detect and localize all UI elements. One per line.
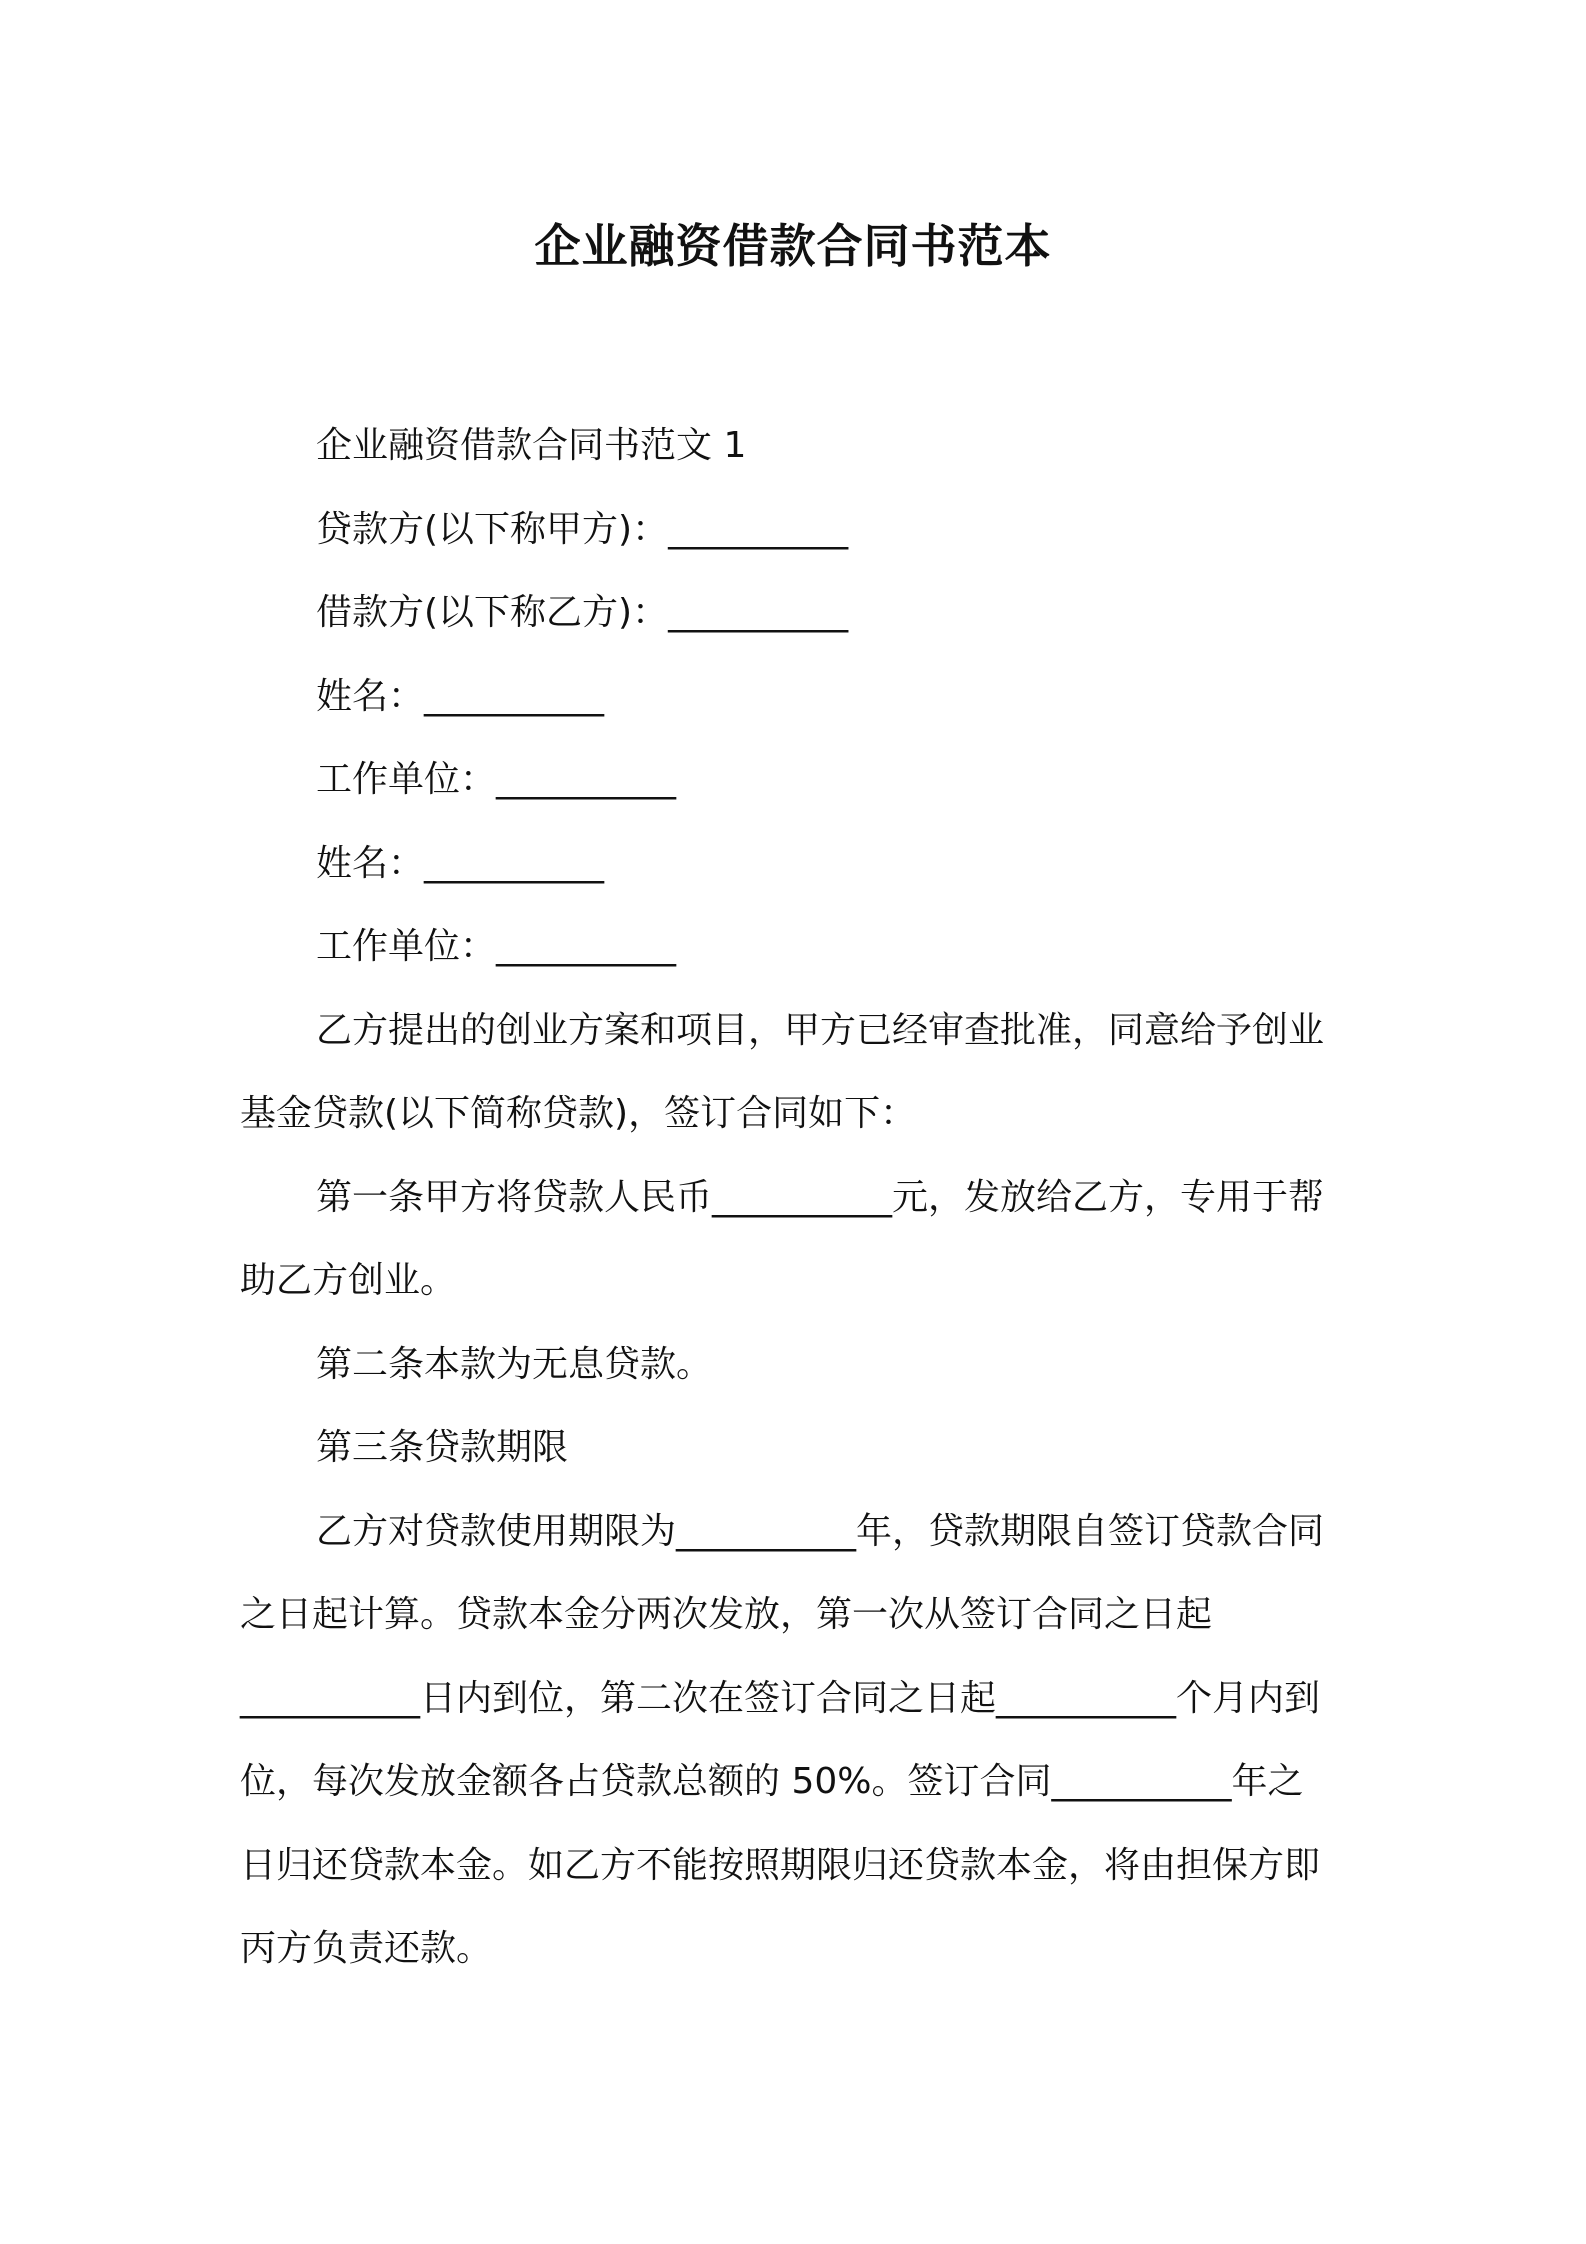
document-line: 位，每次发放金额各占贷款总额的 50%。签订合同__________年之 — [240, 1761, 1304, 1802]
document-line: 助乙方创业。 — [240, 1260, 457, 1301]
document-line: 借款方(以下称乙方)：__________ — [316, 592, 849, 633]
document-line: 姓名：__________ — [316, 675, 605, 717]
document-line: 第二条本款为无息贷款。 — [316, 1343, 713, 1385]
document-line: 姓名：__________ — [316, 842, 605, 884]
document-line: 第一条甲方将贷款人民币__________元，发放给乙方，专用于帮 — [316, 1176, 1325, 1218]
document-line: 之日起计算。贷款本金分两次发放，第一次从签订合同之日起 — [240, 1594, 1213, 1635]
document-body — [240, 404, 1360, 1991]
document-line: 第三条贷款期限 — [316, 1427, 569, 1468]
document-line: 乙方提出的创业方案和项目，甲方已经审查批准，同意给予创业 — [316, 1009, 1325, 1051]
document-line: 乙方对贷款使用期限为__________年，贷款期限自签订贷款合同 — [316, 1510, 1325, 1552]
document-line: 企业融资借款合同书范文 1 — [316, 425, 747, 466]
document-line: 日归还贷款本金。如乙方不能按照期限归还贷款本金，将由担保方即 — [240, 1844, 1321, 1886]
document-line: 基金贷款(以下简称贷款)，签订合同如下： — [240, 1093, 917, 1134]
document-line: 贷款方(以下称甲方)：__________ — [316, 508, 849, 550]
document-line: 丙方负责还款。 — [240, 1928, 493, 1969]
document-line: __________日内到位，第二次在签订合同之日起__________个月内到 — [240, 1677, 1321, 1719]
document-title: 企业融资借款合同书范本 — [534, 219, 1052, 273]
document-line: 工作单位：__________ — [316, 759, 677, 800]
document-line: 工作单位：__________ — [316, 926, 677, 967]
